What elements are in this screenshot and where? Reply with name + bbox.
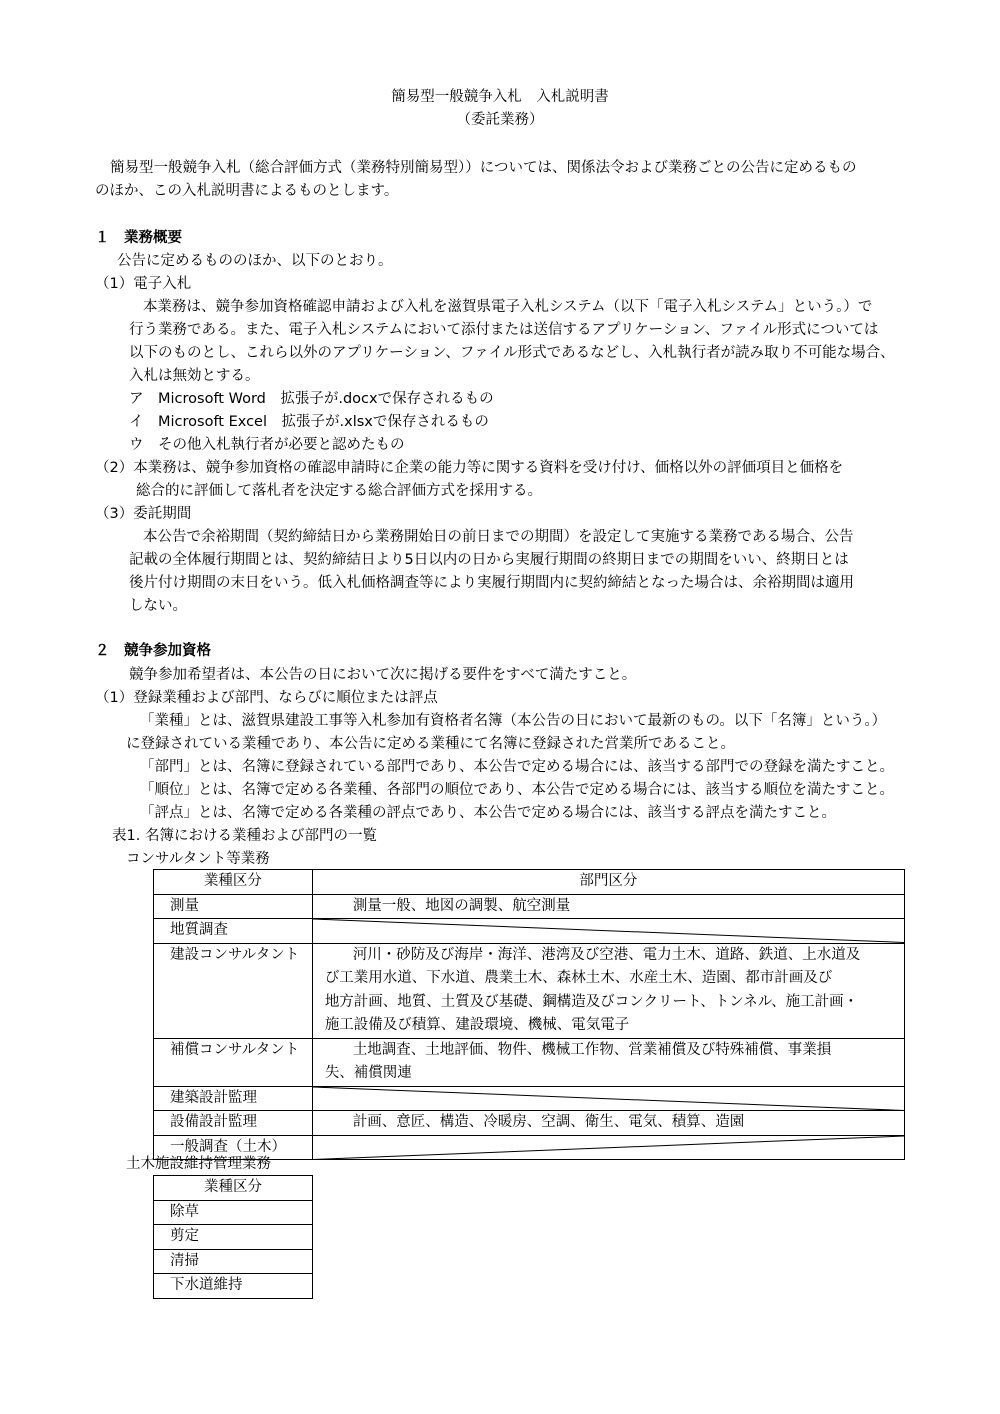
table-header-row xyxy=(154,870,905,895)
consultant-table xyxy=(153,869,905,1160)
table-header-row xyxy=(154,1176,313,1201)
document-subtitle: （委託業務） xyxy=(456,112,544,128)
section1-item1-title: （1）電子入札 xyxy=(95,276,192,292)
section1-item3-body: 後片付け期間の末日をいう。低入札価格調査等により実履行期間内に契約締結となった場合は、余裕期間は適用 xyxy=(129,575,854,591)
section2-heading: ２ 競争参加資格 xyxy=(95,643,211,659)
section1-item1-body: 本業務は、競争参加資格確認申請および入札を滋賀県電子入札システム（以下「電子入札システム」という。）で xyxy=(143,299,873,315)
section2-lead: 競争参加希望者は、本公告の日において次に掲げる要件をすべて満たすこと。 xyxy=(129,667,637,683)
empty-dept-cell xyxy=(312,919,904,944)
section2-item1-body: 「業種」とは、滋賀県建設工事等入札参加有資格者名簿（本公告の日において最新のもの。以下「名簿」という。） xyxy=(140,713,887,729)
table-row xyxy=(154,1225,313,1250)
intro-line-2: のほか、この入札説明書によるものとします。 xyxy=(95,183,399,199)
dept-cell: 計画、意匠、構造、冷暖房、空調、衛生、電気、積算、造園 xyxy=(312,1111,904,1136)
document-title: 簡易型一般競争入札 入札説明書 xyxy=(391,89,609,105)
table-row xyxy=(154,1038,905,1086)
list-item-a: ア Microsoft Word 拡張子が.docxで保存されるもの xyxy=(129,391,494,407)
type-cell: 設備設計監理 xyxy=(154,1111,313,1136)
table1-group-label: コンサルタント等業務 xyxy=(126,851,270,867)
dept-cell: 河川・砂防及び海岸・海洋、港湾及び空港、電力土木、道路、鉄道、上水道及 び工業用水道、下水道、農業土木、森林土木、水産土木、造園、都市計画及び 地方計画、地質、土質及び基礎、鋼構造及びコンクリート、トンネル、施工計画・ 施工設備及び積算、建設環境、機械、電気電子 xyxy=(312,943,904,1038)
section1-item2: （2）本業務は、競争参加資格の確認申請時に企業の能力等に関する資料を受け付け、価格以外の評価項目と価格を xyxy=(95,460,844,476)
dept-cell: 測量一般、地図の調製、航空測量 xyxy=(312,894,904,919)
section1-heading: １ 業務概要 xyxy=(95,230,182,246)
type-cell: 補償コンサルタント xyxy=(154,1038,313,1086)
table2-group-label: 土木施設維持管理業務 xyxy=(126,1156,271,1172)
intro-line-1: 簡易型一般競争入札（総合評価方式（業務特別簡易型））については、関係法令および業務ごとの公告に定めるもの xyxy=(110,160,857,176)
table-row xyxy=(154,1249,313,1274)
list-item-i: イ Microsoft Excel 拡張子が.xlsxで保存されるもの xyxy=(129,414,489,430)
section1-lead: 公告に定めるもののほか、以下のとおり。 xyxy=(117,253,393,269)
type-cell: 建築設計監理 xyxy=(154,1086,313,1111)
table-row xyxy=(154,1200,313,1225)
section1-item3-title: （3）委託期間 xyxy=(95,506,192,522)
table-row xyxy=(154,943,905,1038)
type-cell: 清掃 xyxy=(154,1249,313,1274)
section1-item1-body: 入札は無効とする。 xyxy=(129,368,260,384)
section1-item3-body: しない。 xyxy=(129,598,187,614)
table-caption: 表1. 名簿における業種および部門の一覧 xyxy=(112,828,377,844)
section1-item3-body: 本公告で余裕期間（契約締結日から業務開始日の前日までの期間）を設定して実施する業務である場合、公告 xyxy=(143,529,854,545)
section2-item1-body: に登録されている業種であり、本公告に定める業種にて名簿に登録された営業所であること。 xyxy=(126,736,735,752)
empty-dept-cell xyxy=(312,1086,904,1111)
type-cell: 除草 xyxy=(154,1200,313,1225)
column-header-type: 業種区分 xyxy=(154,870,313,895)
dept-cell: 土地調査、土地評価、物件、機械工作物、営業補償及び特殊補償、事業損 失、補償関連 xyxy=(312,1038,904,1086)
type-cell: 一般調査（土木） xyxy=(154,1135,313,1160)
table-row xyxy=(154,1111,905,1136)
maintenance-table xyxy=(153,1175,313,1299)
section1-item1-body: 以下のものとし、これら以外のアプリケーション、ファイル形式であるなどし、入札執行者が読み取り不可能な場合、 xyxy=(129,345,895,361)
table-row xyxy=(154,894,905,919)
type-cell: 剪定 xyxy=(154,1225,313,1250)
list-item-u: ウ その他入札執行者が必要と認めたもの xyxy=(129,437,405,453)
table-row xyxy=(154,919,905,944)
table-row xyxy=(154,1086,905,1111)
section1-item3-body: 記載の全体履行期間とは、契約締結日より5日以内の日から実履行期間の終期日までの期間をいい、終期日とは xyxy=(129,552,849,568)
section2-item1-body: 「部門」とは、名簿に登録されている部門であり、本公告で定める場合には、該当する部門での登録を満たすこと。 xyxy=(140,759,894,775)
type-cell: 測量 xyxy=(154,894,313,919)
column-header-dept: 部門区分 xyxy=(312,870,904,895)
column-header-type: 業種区分 xyxy=(154,1176,313,1201)
type-cell: 建設コンサルタント xyxy=(154,943,313,1038)
type-cell: 下水道維持 xyxy=(154,1274,313,1299)
section1-item1-body: 行う業務である。また、電子入札システムにおいて添付または送信するアプリケーション、ファイル形式については xyxy=(129,322,879,338)
section1-item2: 総合的に評価して落札者を決定する総合評価方式を採用する。 xyxy=(136,483,542,499)
table-row xyxy=(154,1274,313,1299)
section2-item1-body: 「評点」とは、名簿で定める各業種の評点であり、本公告で定める場合には、該当する評点を満たすこと。 xyxy=(140,805,836,821)
type-cell: 地質調査 xyxy=(154,919,313,944)
section2-item1-body: 「順位」とは、名簿で定める各業種、各部門の順位であり、本公告で定める場合には、該当する順位を満たすこと。 xyxy=(140,782,894,798)
section2-item1-title: （1）登録業種および部門、ならびに順位または評点 xyxy=(95,690,438,706)
empty-dept-cell xyxy=(312,1135,904,1160)
